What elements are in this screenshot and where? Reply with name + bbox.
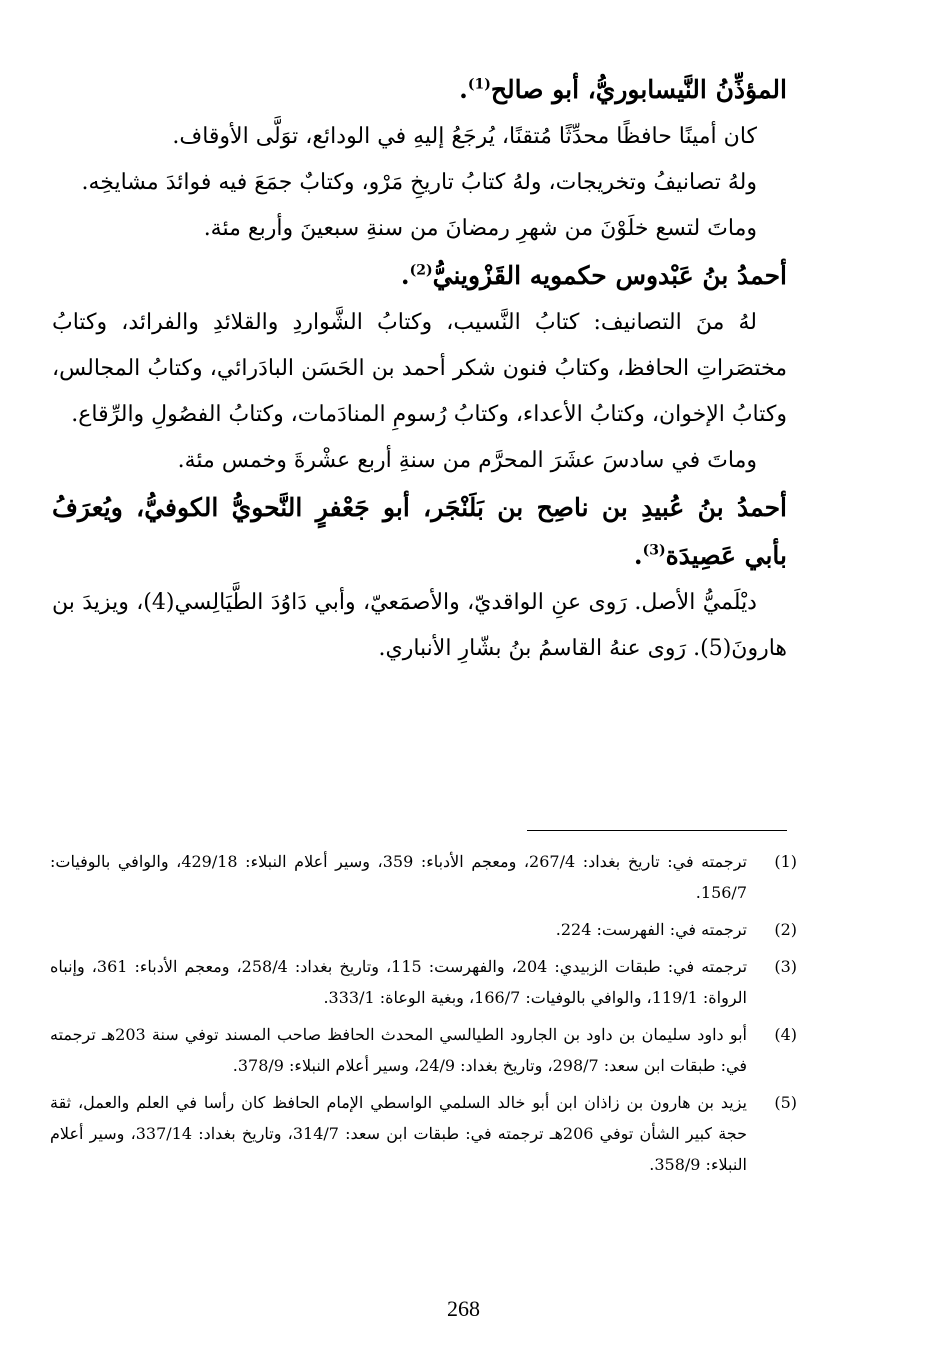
footnote-ref[interactable]: (2): [409, 262, 433, 279]
entry-paragraph: ولهُ تصانيفُ وتخريجات، ولهُ كتابُ تاريخِ مَرْو، وكتابٌ جمَعَ فيه فوائدَ مشايخِه.: [81, 170, 757, 195]
footnote-number: (5): [774, 1093, 797, 1112]
footnote: [50, 951, 797, 1013]
footnote-ref[interactable]: (1): [467, 76, 491, 93]
entry-paragraph: وماتَ لتسع خلَوْنَ من شهرِ رمضانَ من سنةِ سبعينَ وأربع مئة.: [203, 216, 757, 241]
footnote-number: (1): [774, 852, 797, 871]
footnote-number: (2): [774, 920, 797, 939]
footnote: [50, 1087, 797, 1180]
footnotes: [50, 846, 797, 1186]
footnote-ref[interactable]: (3): [642, 542, 666, 559]
entry-heading: أحمدُ بنُ عَبْدوس حكمويه القَزْوينيُّ$^{(2)}$.: [400, 261, 787, 290]
entry-3: [52, 484, 787, 672]
footnote: [50, 1019, 797, 1081]
footnote-text: ترجمته في: طبقات الزبيدي: 204، والفهرست: 115، وتاريخ بغداد: 258/4، ومعجم الأدباء: 361، وإنباه الرواة: 119/1، والوافي بالوفيات: 166/7، وبغية الوعاة: 333/1.: [50, 957, 748, 1007]
footnote-text: ترجمته في: تاريخ بغداد: 267/4، ومعجم الأدباء: 359، وسير أعلام النبلاء: 429/18، والوافي بالوفيات: 156/7.: [50, 852, 747, 902]
footnote: [50, 846, 797, 908]
footnote-divider: [527, 830, 787, 831]
footnote-text: ترجمته في: الفهرست: 224.: [555, 920, 747, 939]
entry-paragraph: ديْلَميُّ الأصل. رَوى عنِ الواقديّ، والأصمَعيّ، وأبي دَاوُدَ الطَّيَالِسي(4)، ويزيدَ بن هارونَ(5). رَوى عنهُ القاسمُ بنُ بشّارِ الأنباري.: [52, 590, 787, 661]
footnote-number: (3): [774, 957, 797, 976]
entry-paragraph: كان أمينًا حافظًا محدِّثًا مُتقنًا، يُرجَعُ إليهِ في الودائع، توَلَّى الأوقاف.: [172, 124, 757, 149]
page-number: 268: [447, 1296, 480, 1321]
entry-2: [52, 252, 787, 484]
footnote-text: يزيد بن هارون بن زاذان ابن أبو خالد السلمي الواسطي الإمام الحافظ كان رأسا في العلم والعمل، ثقة حجة كبير الشأن توفي 206هـ ترجمته في: طبقات ابن سعد: 314/7، وتاريخ بغداد: 337/14، وسير أعلام النبلاء: 358/9.: [50, 1093, 747, 1174]
entry-paragraph: وماتَ في سادسَ عشَرَ المحرَّم من سنةِ أربع عشْرةَ وخمس مئة.: [177, 448, 757, 473]
footnote-number: (4): [774, 1025, 797, 1044]
footnote-text: أبو داود سليمان بن داود بن الجارود الطيالسي المحدث الحافظ صاحب المسند توفي سنة 203هـ ترجمته في: طبقات ابن سعد: 298/7، وتاريخ بغداد: 24/9، وسير أعلام النبلاء: 378/9.: [50, 1025, 747, 1075]
entry-paragraph: لهُ منَ التصانيف: كتابُ النَّسيب، وكتابُ الشَّواردِ والقلائدِ والفرائد، وكتابُ مختصَراتِ الحافظ، وكتابُ فنون شكر أحمد بن الحَسَن البادَرائي، وكتابُ المجالس، وكتابُ الإخوان، وكتابُ الأعداء، وكتابُ رُسومِ المنادَمات، وكتابُ الفصُولِ والرِّقاع.: [52, 310, 787, 427]
footnote: [50, 914, 797, 945]
entry-1: [52, 66, 787, 252]
main-text: [52, 66, 787, 672]
entry-heading: المؤذِّنُ النَّيسابوريُّ، أبو صالح$^{(1)}$.: [459, 75, 787, 104]
entry-heading: أحمدُ بنُ عُبيدِ بن ناصِح بن بَلَنْجَر، أبو جَعْفرٍ النَّحويُّ الكوفيُّ، ويُعرَفُ بأبي عَصِيدَة$^{(3)}$.: [52, 493, 787, 570]
